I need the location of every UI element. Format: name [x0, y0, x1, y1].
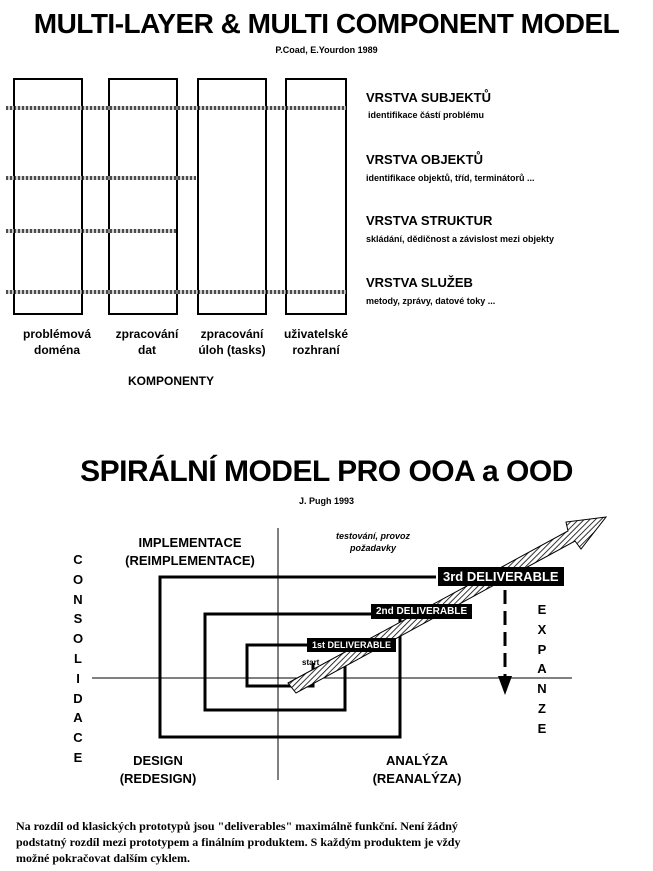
layer-subjects-desc: identifikace částí problému: [368, 110, 485, 120]
vertical-letter: X: [537, 621, 547, 637]
quadrant-line: (REANALÝZA): [372, 771, 462, 786]
quadrant-line: DESIGN: [133, 753, 183, 768]
vertical-letter: O: [72, 571, 84, 587]
vertical-letter: C: [73, 552, 83, 567]
components-label: KOMPONENTY: [128, 374, 215, 388]
column-label-line: uživatelské: [283, 327, 349, 341]
quadrant-testing: [328, 530, 418, 554]
column-label-line: zpracování: [115, 327, 179, 341]
quadrant-line: IMPLEMENTACE: [138, 535, 242, 550]
vertical-letter: L: [74, 650, 82, 666]
vertical-letter: N: [73, 591, 83, 607]
quadrant-implementation: [110, 534, 270, 570]
vertical-letter: E: [537, 602, 547, 617]
start-label: start: [302, 658, 320, 667]
spiral-title: SPIRÁLNÍ MODEL PRO OOA a OOD: [80, 455, 573, 488]
spiral-path: [160, 577, 436, 737]
deliverable-3: 3rd DELIVERABLE: [438, 567, 564, 586]
column-label-line: doména: [33, 343, 80, 357]
quadrant-line: (REDESIGN): [119, 771, 197, 786]
note-paragraph: [16, 818, 616, 866]
quadrant-analysis: [352, 752, 482, 788]
note-line: možné pokračovat dalším cyklem.: [16, 851, 190, 865]
layer-objects-desc: identifikace objektů, tříd, terminátorů ...: [366, 173, 535, 183]
layer-subjects-title: VRSTVA SUBJEKTŮ: [366, 90, 491, 105]
note-line: podstatný rozdíl mezi prototypem a finálním produktem. S každým produktem je vždy: [16, 835, 461, 849]
vertical-letter: P: [537, 641, 547, 657]
model-title: MULTI-LAYER & MULTI COMPONENT MODEL: [33, 8, 620, 39]
note-line: Na rozdíl od klasických prototypů jsou "deliverables" maximálně funkční. Není žádný: [16, 819, 458, 833]
vertical-letter: S: [73, 611, 83, 627]
vertical-letter: N: [537, 681, 547, 697]
vertical-letter: A: [73, 710, 83, 726]
vertical-letter: E: [537, 720, 547, 736]
quadrant-line: testování, provoz: [335, 531, 410, 541]
consolidace-label: [70, 550, 86, 768]
layer-services-title: VRSTVA SLUŽEB: [366, 275, 473, 290]
vertical-letter: I: [76, 670, 80, 686]
column-label-line: problémová: [22, 327, 91, 341]
deliverable-2: 2nd DELIVERABLE: [371, 604, 472, 619]
quadrant-line: požadavky: [349, 543, 397, 553]
column-label-line: zpracování: [200, 327, 264, 341]
layer-structures-title: VRSTVA STRUKTUR: [366, 213, 493, 228]
quadrant-line: ANALÝZA: [385, 753, 449, 768]
expand-arrowhead: [498, 676, 512, 695]
column-label-line: úloh (tasks): [198, 343, 266, 357]
expanze-label: [534, 600, 550, 739]
spiral-author: J. Pugh 1993: [298, 496, 355, 506]
layer-objects-title: VRSTVA OBJEKTŮ: [366, 152, 484, 167]
layer-structures-desc: skládání, dědičnost a závislost mezi objekty: [366, 234, 555, 244]
vertical-letter: Z: [538, 700, 546, 716]
vertical-letter: D: [73, 690, 83, 706]
column-label-line: dat: [138, 343, 156, 357]
vertical-letter: C: [73, 730, 83, 746]
deliverable-1: 1st DELIVERABLE: [307, 638, 396, 652]
quadrant-line: (REIMPLEMENTACE): [125, 553, 255, 568]
layer-services-desc: metody, zprávy, datové toky ...: [366, 296, 496, 306]
column-label-line: rozhraní: [292, 343, 340, 357]
quadrant-design: [108, 752, 208, 788]
vertical-letter: A: [537, 661, 547, 677]
vertical-letter: E: [73, 749, 83, 765]
model-author: P.Coad, E.Yourdon 1989: [275, 45, 378, 55]
vertical-letter: O: [72, 631, 84, 647]
